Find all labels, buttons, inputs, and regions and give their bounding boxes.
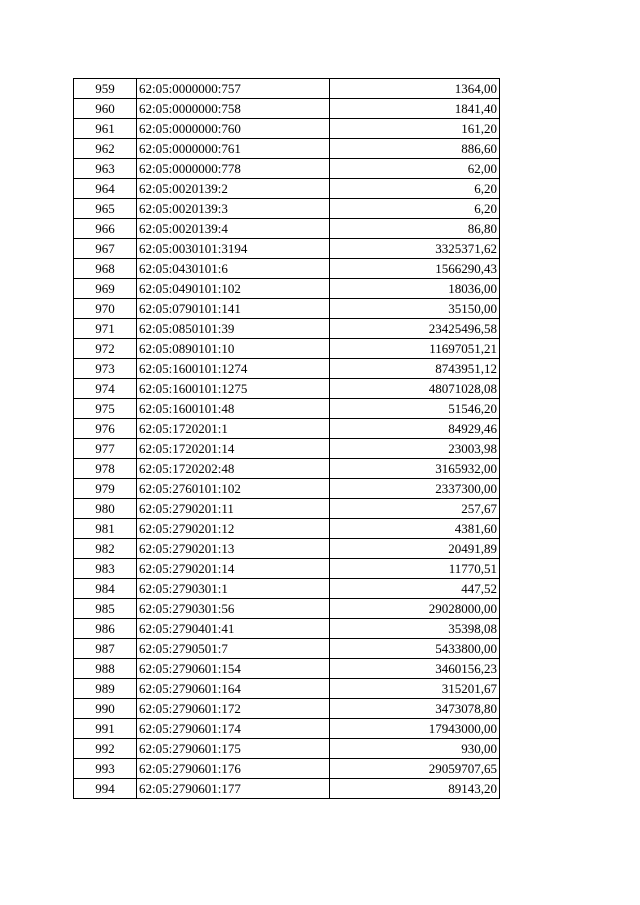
table-row [74, 659, 500, 679]
value-cell: 930,00 [330, 739, 500, 759]
table-row [74, 539, 500, 559]
row-number-cell: 993 [74, 759, 137, 779]
row-number-cell: 981 [74, 519, 137, 539]
table-row [74, 299, 500, 319]
table-row [74, 719, 500, 739]
table-row [74, 339, 500, 359]
table-row [74, 379, 500, 399]
value-cell: 29028000,00 [330, 599, 500, 619]
row-number-cell: 962 [74, 139, 137, 159]
row-number-cell: 983 [74, 559, 137, 579]
value-cell: 4381,60 [330, 519, 500, 539]
value-cell: 3325371,62 [330, 239, 500, 259]
table-row [74, 399, 500, 419]
row-number-cell: 965 [74, 199, 137, 219]
value-cell: 23003,98 [330, 439, 500, 459]
row-number-cell: 986 [74, 619, 137, 639]
value-cell: 18036,00 [330, 279, 500, 299]
value-cell: 1841,40 [330, 99, 500, 119]
value-cell: 886,60 [330, 139, 500, 159]
table-row [74, 699, 500, 719]
table-row [74, 239, 500, 259]
row-number-cell: 959 [74, 79, 137, 99]
row-number-cell: 961 [74, 119, 137, 139]
cadastral-number-cell: 62:05:0030101:3194 [137, 239, 330, 259]
row-number-cell: 960 [74, 99, 137, 119]
value-cell: 20491,89 [330, 539, 500, 559]
cadastral-number-cell: 62:05:2790601:164 [137, 679, 330, 699]
value-cell: 161,20 [330, 119, 500, 139]
table-row [74, 679, 500, 699]
table-body [74, 79, 500, 799]
row-number-cell: 979 [74, 479, 137, 499]
cadastral-number-cell: 62:05:2790201:11 [137, 499, 330, 519]
value-cell: 1566290,43 [330, 259, 500, 279]
row-number-cell: 991 [74, 719, 137, 739]
value-cell: 6,20 [330, 179, 500, 199]
cadastral-number-cell: 62:05:0490101:102 [137, 279, 330, 299]
cadastral-number-cell: 62:05:0890101:10 [137, 339, 330, 359]
row-number-cell: 972 [74, 339, 137, 359]
table-row [74, 79, 500, 99]
table-row [74, 319, 500, 339]
cadastral-number-cell: 62:05:2760101:102 [137, 479, 330, 499]
row-number-cell: 988 [74, 659, 137, 679]
cadastral-number-cell: 62:05:2790601:174 [137, 719, 330, 739]
table-row [74, 119, 500, 139]
row-number-cell: 976 [74, 419, 137, 439]
table-row [74, 259, 500, 279]
table-row [74, 579, 500, 599]
cadastral-number-cell: 62:05:1720202:48 [137, 459, 330, 479]
cadastral-number-cell: 62:05:2790201:14 [137, 559, 330, 579]
value-cell: 35150,00 [330, 299, 500, 319]
table-row [74, 639, 500, 659]
row-number-cell: 987 [74, 639, 137, 659]
value-cell: 89143,20 [330, 779, 500, 799]
table-row [74, 759, 500, 779]
cadastral-number-cell: 62:05:1600101:48 [137, 399, 330, 419]
cadastral-number-cell: 62:05:2790601:176 [137, 759, 330, 779]
value-cell: 62,00 [330, 159, 500, 179]
cadastral-number-cell: 62:05:0850101:39 [137, 319, 330, 339]
value-cell: 35398,08 [330, 619, 500, 639]
row-number-cell: 992 [74, 739, 137, 759]
cadastral-number-cell: 62:05:1600101:1275 [137, 379, 330, 399]
row-number-cell: 977 [74, 439, 137, 459]
cadastral-number-cell: 62:05:0000000:757 [137, 79, 330, 99]
cadastral-number-cell: 62:05:2790601:175 [137, 739, 330, 759]
cadastral-number-cell: 62:05:2790301:56 [137, 599, 330, 619]
value-cell: 11697051,21 [330, 339, 500, 359]
cadastral-number-cell: 62:05:2790601:177 [137, 779, 330, 799]
value-cell: 3165932,00 [330, 459, 500, 479]
cadastral-number-cell: 62:05:2790201:12 [137, 519, 330, 539]
table-row [74, 179, 500, 199]
row-number-cell: 990 [74, 699, 137, 719]
value-cell: 8743951,12 [330, 359, 500, 379]
cadastral-number-cell: 62:05:0430101:6 [137, 259, 330, 279]
table-row [74, 519, 500, 539]
row-number-cell: 994 [74, 779, 137, 799]
cadastral-number-cell: 62:05:2790301:1 [137, 579, 330, 599]
cadastral-number-cell: 62:05:0000000:761 [137, 139, 330, 159]
row-number-cell: 989 [74, 679, 137, 699]
row-number-cell: 967 [74, 239, 137, 259]
row-number-cell: 985 [74, 599, 137, 619]
table-row [74, 199, 500, 219]
value-cell: 5433800,00 [330, 639, 500, 659]
row-number-cell: 971 [74, 319, 137, 339]
value-cell: 6,20 [330, 199, 500, 219]
value-cell: 257,67 [330, 499, 500, 519]
value-cell: 86,80 [330, 219, 500, 239]
value-cell: 23425496,58 [330, 319, 500, 339]
table-row [74, 159, 500, 179]
cadastral-number-cell: 62:05:0000000:758 [137, 99, 330, 119]
table-row [74, 439, 500, 459]
value-cell: 48071028,08 [330, 379, 500, 399]
row-number-cell: 980 [74, 499, 137, 519]
table-row [74, 599, 500, 619]
cadastral-number-cell: 62:05:0020139:2 [137, 179, 330, 199]
table-row [74, 459, 500, 479]
cadastral-number-cell: 62:05:2790201:13 [137, 539, 330, 559]
cadastral-number-cell: 62:05:1720201:14 [137, 439, 330, 459]
cadastral-number-cell: 62:05:0020139:3 [137, 199, 330, 219]
row-number-cell: 964 [74, 179, 137, 199]
table-row [74, 359, 500, 379]
cadastral-number-cell: 62:05:1720201:1 [137, 419, 330, 439]
table-row [74, 99, 500, 119]
row-number-cell: 970 [74, 299, 137, 319]
row-number-cell: 978 [74, 459, 137, 479]
value-cell: 1364,00 [330, 79, 500, 99]
row-number-cell: 966 [74, 219, 137, 239]
table-row [74, 559, 500, 579]
table-row [74, 219, 500, 239]
cadastral-number-cell: 62:05:0020139:4 [137, 219, 330, 239]
value-cell: 3460156,23 [330, 659, 500, 679]
row-number-cell: 969 [74, 279, 137, 299]
cadastral-number-cell: 62:05:2790401:41 [137, 619, 330, 639]
cadastral-number-cell: 62:05:1600101:1274 [137, 359, 330, 379]
table-row [74, 419, 500, 439]
table-row [74, 619, 500, 639]
cadastral-number-cell: 62:05:2790501:7 [137, 639, 330, 659]
row-number-cell: 973 [74, 359, 137, 379]
value-cell: 11770,51 [330, 559, 500, 579]
value-cell: 29059707,65 [330, 759, 500, 779]
table-row [74, 479, 500, 499]
row-number-cell: 982 [74, 539, 137, 559]
table-row [74, 139, 500, 159]
table-row [74, 779, 500, 799]
cadastral-values-table [73, 78, 500, 799]
table-row [74, 279, 500, 299]
row-number-cell: 974 [74, 379, 137, 399]
value-cell: 2337300,00 [330, 479, 500, 499]
value-cell: 315201,67 [330, 679, 500, 699]
table-row [74, 739, 500, 759]
value-cell: 51546,20 [330, 399, 500, 419]
cadastral-number-cell: 62:05:0000000:760 [137, 119, 330, 139]
row-number-cell: 963 [74, 159, 137, 179]
row-number-cell: 975 [74, 399, 137, 419]
cadastral-number-cell: 62:05:2790601:154 [137, 659, 330, 679]
table-row [74, 499, 500, 519]
value-cell: 17943000,00 [330, 719, 500, 739]
cadastral-number-cell: 62:05:2790601:172 [137, 699, 330, 719]
cadastral-number-cell: 62:05:0790101:141 [137, 299, 330, 319]
row-number-cell: 968 [74, 259, 137, 279]
row-number-cell: 984 [74, 579, 137, 599]
value-cell: 3473078,80 [330, 699, 500, 719]
value-cell: 447,52 [330, 579, 500, 599]
value-cell: 84929,46 [330, 419, 500, 439]
cadastral-number-cell: 62:05:0000000:778 [137, 159, 330, 179]
